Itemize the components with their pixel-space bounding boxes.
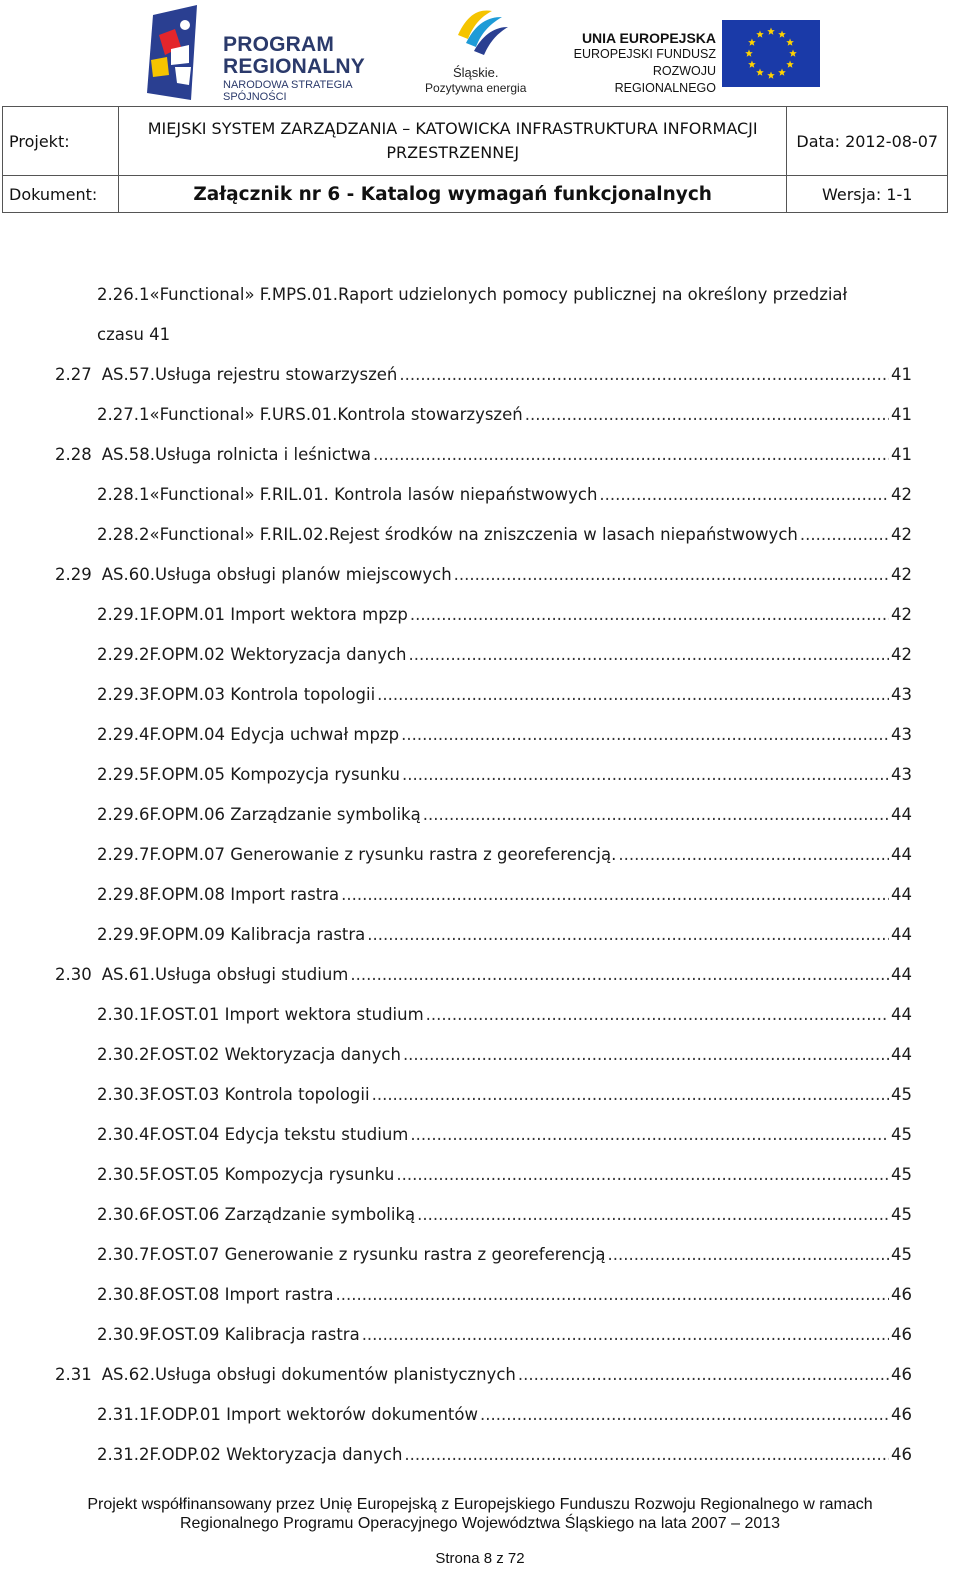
toc-entry-page: 43 bbox=[891, 684, 912, 704]
toc-entry-title: «Functional» F.URS.01.Kontrola stowarzyszeń bbox=[149, 404, 523, 424]
toc-entry-page: 44 bbox=[891, 884, 912, 904]
toc-entry[interactable] bbox=[97, 674, 912, 714]
slaskie-line2: Pozytywna energia bbox=[425, 81, 527, 95]
toc-leader-dots bbox=[404, 1445, 889, 1464]
toc-entry-title: F.OPM.07 Generowanie z rysunku rastra z georeferencją. bbox=[149, 844, 617, 864]
toc-entry-first-text: 2.26.1«Functional» F.MPS.01.Raport udzielonych pomocy publicznej na określony przedział bbox=[97, 284, 848, 304]
toc-entry-title: F.OST.03 Kontrola topologii bbox=[149, 1084, 370, 1104]
toc-entry-title: F.OST.07 Generowanie z rysunku rastra z georeferencją bbox=[149, 1244, 606, 1264]
toc-entry-page: 41 bbox=[891, 364, 912, 384]
toc-entry-title: F.OPM.02 Wektoryzacja danych bbox=[149, 644, 407, 664]
toc-leader-dots bbox=[350, 965, 889, 984]
eu-line2: EUROPEJSKI FUNDUSZ bbox=[573, 47, 716, 61]
toc-entry-page: 44 bbox=[891, 844, 912, 864]
toc-entry-number: 2.30.5 bbox=[97, 1164, 150, 1184]
toc-entry-title: F.OPM.01 Import wektora mpzp bbox=[149, 604, 408, 624]
toc-entry-page: 44 bbox=[891, 1004, 912, 1024]
toc-entry-page: 44 bbox=[891, 964, 912, 984]
toc-entry[interactable] bbox=[97, 474, 912, 514]
toc-entry[interactable] bbox=[55, 354, 912, 394]
toc-entry-title: AS.58.Usługa rolnicta i leśnictwa bbox=[101, 444, 372, 464]
document-date: Data: 2012-08-07 bbox=[787, 107, 948, 176]
footer bbox=[0, 1495, 960, 1533]
toc-entry-title: F.OPM.06 Zarządzanie symboliką bbox=[149, 804, 421, 824]
toc-entry-first-text2: czasu 41 bbox=[97, 324, 171, 344]
toc-leader-dots bbox=[410, 605, 889, 624]
toc-entry-number: 2.29.7 bbox=[97, 844, 150, 864]
toc-entry[interactable] bbox=[97, 1074, 912, 1114]
toc-entry-title: «Functional» F.RIL.02.Rejest środków na zniszczenia w lasach niepaństwowych bbox=[149, 524, 798, 544]
toc-entry-number: 2.30.7 bbox=[97, 1244, 150, 1264]
toc-leader-dots bbox=[409, 645, 889, 664]
toc-entry-page: 43 bbox=[891, 764, 912, 784]
project-name bbox=[118, 107, 787, 176]
toc-entry[interactable] bbox=[55, 434, 912, 474]
toc-entry[interactable] bbox=[97, 594, 912, 634]
toc-entry-number: 2.27.1 bbox=[97, 404, 150, 424]
project-label: Projekt: bbox=[3, 107, 119, 176]
toc-entry-first-line1[interactable] bbox=[97, 274, 912, 314]
toc-entry-number: 2.30.4 bbox=[97, 1124, 150, 1144]
program-regionalny-mark-icon bbox=[145, 5, 205, 100]
toc-entry-title: F.OST.06 Zarządzanie symboliką bbox=[149, 1204, 416, 1224]
toc-entry-page: 42 bbox=[891, 564, 912, 584]
toc-leader-dots bbox=[336, 1285, 890, 1304]
program-line1: PROGRAM bbox=[223, 33, 335, 56]
toc-entry-number: 2.29 bbox=[55, 564, 92, 584]
toc-entry-number: 2.29.2 bbox=[97, 644, 150, 664]
toc-entry[interactable] bbox=[97, 914, 912, 954]
toc-entry[interactable] bbox=[97, 1034, 912, 1074]
toc-entry-number: 2.29.6 bbox=[97, 804, 150, 824]
toc-entry-page: 45 bbox=[891, 1124, 912, 1144]
toc-entry-number: 2.29.4 bbox=[97, 724, 150, 744]
toc-entry-number: 2.30 bbox=[55, 964, 92, 984]
toc-entry-title: F.OPM.08 Import rastra bbox=[149, 884, 340, 904]
toc-leader-dots bbox=[396, 1165, 889, 1184]
toc-entry[interactable] bbox=[97, 1394, 912, 1434]
toc-entry[interactable] bbox=[55, 554, 912, 594]
toc-entry-number: 2.30.6 bbox=[97, 1204, 150, 1224]
page-number: Strona 8 z 72 bbox=[435, 1550, 525, 1567]
toc-leader-dots bbox=[341, 885, 889, 904]
footer-line1: Projekt współfinansowany przez Unię Europejską z Europejskiego Funduszu Rozwoju Regionalnego w ramach bbox=[87, 1496, 873, 1513]
toc-entry-number: 2.30.3 bbox=[97, 1084, 150, 1104]
toc-entry-page: 45 bbox=[891, 1204, 912, 1224]
document-title: Załącznik nr 6 - Katalog wymagań funkcjonalnych bbox=[118, 176, 787, 213]
program-line3: NARODOWA STRATEGIA SPÓJNOŚCI bbox=[223, 79, 352, 103]
toc-entry[interactable] bbox=[97, 794, 912, 834]
document-header-table bbox=[2, 106, 948, 213]
toc-entry-number: 2.29.5 bbox=[97, 764, 150, 784]
toc-entry[interactable] bbox=[55, 1354, 912, 1394]
toc-entry-number: 2.27 bbox=[55, 364, 92, 384]
toc-entry-number: 2.28.1 bbox=[97, 484, 150, 504]
eu-line3: ROZWOJU REGIONALNEGO bbox=[614, 64, 716, 95]
toc-entry-page: 46 bbox=[891, 1324, 912, 1344]
toc-entry-title: AS.62.Usługa obsługi dokumentów planistycznych bbox=[101, 1364, 516, 1384]
toc-entry[interactable] bbox=[97, 1234, 912, 1274]
toc-entry-title: F.OPM.03 Kontrola topologii bbox=[149, 684, 376, 704]
toc-entry-page: 41 bbox=[891, 404, 912, 424]
toc-leader-dots bbox=[417, 1205, 889, 1224]
toc-entry[interactable] bbox=[97, 994, 912, 1034]
toc-entry-page: 46 bbox=[891, 1364, 912, 1384]
toc-entry-title: F.OPM.09 Kalibracja rastra bbox=[149, 924, 366, 944]
toc-entry[interactable] bbox=[97, 834, 912, 874]
toc-entry-title: F.OPM.04 Edycja uchwał mpzp bbox=[149, 724, 400, 744]
toc-entry-page: 42 bbox=[891, 484, 912, 504]
toc-entry-first-line2[interactable] bbox=[97, 314, 912, 354]
toc-entry-number: 2.28.2 bbox=[97, 524, 150, 544]
toc-leader-dots bbox=[608, 1245, 889, 1264]
eu-line1: UNIA EUROPEJSKA bbox=[581, 30, 716, 46]
toc-entry-title: F.OPM.05 Kompozycja rysunku bbox=[149, 764, 400, 784]
slaskie-logo bbox=[425, 5, 540, 100]
toc-entry-title: AS.57.Usługa rejestru stowarzyszeń bbox=[101, 364, 398, 384]
toc-leader-dots bbox=[372, 1085, 889, 1104]
toc-entry[interactable] bbox=[97, 1314, 912, 1354]
toc-entry-number: 2.31.1 bbox=[97, 1404, 150, 1424]
eu-flag-icon bbox=[722, 20, 820, 87]
toc-entry-title: AS.60.Usługa obsługi planów miejscowych bbox=[101, 564, 452, 584]
toc-entry-number: 2.29.9 bbox=[97, 924, 150, 944]
toc-entry[interactable] bbox=[97, 514, 912, 554]
toc-entry-number: 2.30.8 bbox=[97, 1284, 150, 1304]
toc-entry-page: 44 bbox=[891, 1044, 912, 1064]
toc-entry-number: 2.28 bbox=[55, 444, 92, 464]
program-line2: REGIONALNY bbox=[223, 55, 366, 78]
toc-leader-dots bbox=[410, 1125, 889, 1144]
document-version: Wersja: 1-1 bbox=[787, 176, 948, 213]
project-name-line1: MIEJSKI SYSTEM ZARZĄDZANIA – KATOWICKA INFRASTRUKTURA INFORMACJI bbox=[147, 119, 758, 138]
toc-entry-number: 2.30.9 bbox=[97, 1324, 150, 1344]
toc-entry-title: F.OST.05 Kompozycja rysunku bbox=[149, 1164, 395, 1184]
toc-entry-number: 2.29.8 bbox=[97, 884, 150, 904]
toc-entry-page: 45 bbox=[891, 1164, 912, 1184]
toc-leader-dots bbox=[403, 1045, 889, 1064]
toc-entry[interactable] bbox=[97, 1114, 912, 1154]
toc-entry-page: 43 bbox=[891, 724, 912, 744]
toc-entry[interactable] bbox=[97, 1434, 912, 1474]
eu-text-block bbox=[548, 30, 716, 97]
toc-leader-dots bbox=[525, 405, 889, 424]
toc-leader-dots bbox=[480, 1405, 889, 1424]
toc-entry-page: 46 bbox=[891, 1404, 912, 1424]
toc-entry[interactable] bbox=[97, 1154, 912, 1194]
slaskie-wave-icon bbox=[450, 5, 510, 63]
toc-entry-title: F.OST.02 Wektoryzacja danych bbox=[149, 1044, 401, 1064]
toc-leader-dots bbox=[599, 485, 889, 504]
toc-entry-title: F.OST.08 Import rastra bbox=[149, 1284, 334, 1304]
toc-entry-number: 2.31.2 bbox=[97, 1444, 150, 1464]
toc-entry-title: F.OST.09 Kalibracja rastra bbox=[149, 1324, 360, 1344]
toc-entry-page: 44 bbox=[891, 924, 912, 944]
toc-entry-title: F.OST.01 Import wektora studium bbox=[149, 1004, 424, 1024]
slaskie-line1: Śląskie. bbox=[453, 65, 499, 80]
footer-line2: Regionalnego Programu Operacyjnego Województwa Śląskiego na lata 2007 – 2013 bbox=[179, 1515, 781, 1532]
toc-entry-page: 45 bbox=[891, 1084, 912, 1104]
toc-entry[interactable] bbox=[97, 714, 912, 754]
toc-entry-page: 42 bbox=[891, 604, 912, 624]
toc-leader-dots bbox=[518, 1365, 889, 1384]
toc-leader-dots bbox=[618, 845, 889, 864]
toc-entry[interactable] bbox=[97, 1194, 912, 1234]
logo-bar bbox=[0, 0, 960, 105]
toc-entry-number: 2.31 bbox=[55, 1364, 92, 1384]
toc-leader-dots bbox=[362, 1325, 889, 1344]
toc-entry-title: F.ODP.02 Wektoryzacja danych bbox=[149, 1444, 403, 1464]
toc-entry-number: 2.30.1 bbox=[97, 1004, 150, 1024]
toc-leader-dots bbox=[373, 445, 889, 464]
toc-entry[interactable] bbox=[97, 634, 912, 674]
toc-entry-page: 42 bbox=[891, 524, 912, 544]
toc-entry[interactable] bbox=[55, 954, 912, 994]
toc-entry-title: F.ODP.01 Import wektorów dokumentów bbox=[149, 1404, 478, 1424]
toc-entry-page: 46 bbox=[891, 1284, 912, 1304]
toc-entry-page: 46 bbox=[891, 1444, 912, 1464]
toc-leader-dots bbox=[401, 725, 889, 744]
document-label: Dokument: bbox=[3, 176, 119, 213]
toc-entry-page: 44 bbox=[891, 804, 912, 824]
toc-leader-dots bbox=[377, 685, 889, 704]
toc-entry-number: 2.29.3 bbox=[97, 684, 150, 704]
program-regionalny-logo bbox=[145, 5, 415, 103]
toc-leader-dots bbox=[426, 1005, 889, 1024]
toc-leader-dots bbox=[454, 565, 889, 584]
toc-leader-dots bbox=[402, 765, 889, 784]
toc-entry-title: AS.61.Usługa obsługi studium bbox=[101, 964, 349, 984]
toc-entry-page: 45 bbox=[891, 1244, 912, 1264]
project-name-line2: PRZESTRZENNEJ bbox=[386, 143, 520, 162]
toc-entry-number: 2.29.1 bbox=[97, 604, 150, 624]
toc-leader-dots bbox=[800, 525, 889, 544]
toc-leader-dots bbox=[367, 925, 889, 944]
toc-entry[interactable] bbox=[97, 874, 912, 914]
toc-entry-page: 41 bbox=[891, 444, 912, 464]
toc-entry-title: «Functional» F.RIL.01. Kontrola lasów niepaństwowych bbox=[149, 484, 598, 504]
toc-entry[interactable] bbox=[97, 754, 912, 794]
toc-leader-dots bbox=[423, 805, 889, 824]
toc-entry-title: F.OST.04 Edycja tekstu studium bbox=[149, 1124, 409, 1144]
toc-entry-number: 2.30.2 bbox=[97, 1044, 150, 1064]
toc-entry[interactable] bbox=[97, 1274, 912, 1314]
toc-entry-page: 42 bbox=[891, 644, 912, 664]
toc-entry[interactable] bbox=[97, 394, 912, 434]
toc-leader-dots bbox=[399, 365, 889, 384]
